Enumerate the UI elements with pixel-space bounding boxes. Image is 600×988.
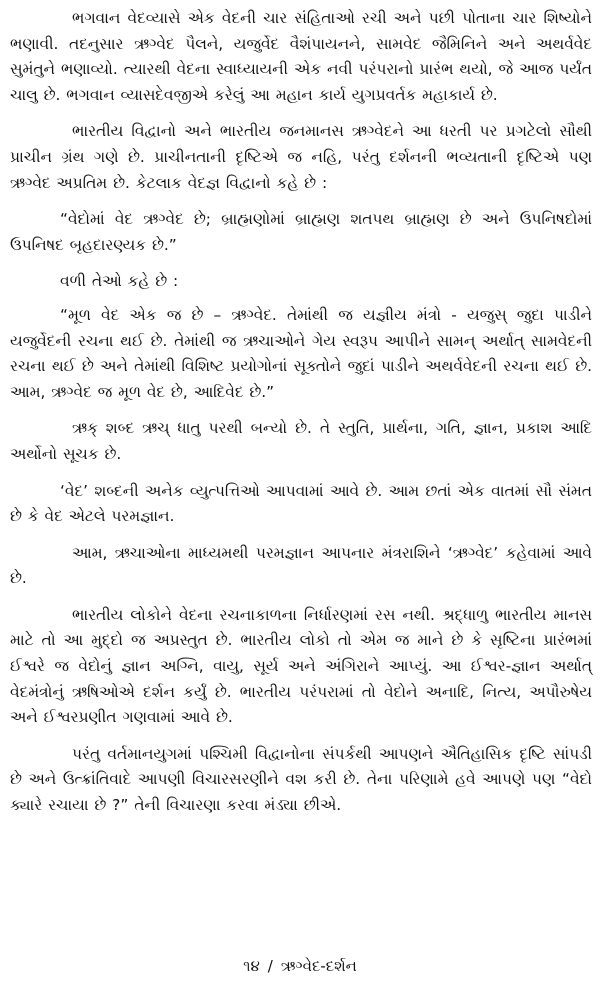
paragraph-veda-etymology: ‘વેદ’ શબ્દની અનેક વ્યુત્પત્તિઓ આપવામાં આવે છે. આમ છતાં એક વાતમાં સૌ સંમત છે કે વેદ એટલે પરમજ્ઞાન.	[10, 481, 592, 526]
paragraph-rik-word: ઋક્ શબ્દ ઋચ્ ધાતુ પરથી બન્યો છે. તે સ્તુતિ, પ્રાર્થના, ગતિ, જ્ઞાન, પ્રકાશ આદિ અર્થોનો સૂચક છે.	[10, 419, 592, 463]
footer-separator: /	[267, 957, 273, 975]
paragraph-modern-era: પરંતુ વર્તમાનયુગમાં પશ્ચિમી વિદ્વાનોના સંપર્કથી આપણને ઐતિહાસિક દૃષ્ટિ સાંપડી છે અને ઉત્ક્રાંતિવાદે આપણી વિચારસરણીને વશ કરી છે. તેના પરિણામે હવે આપણે પણ “વેદો ક્યારે રચાયા છે ?” તેની વિચારણા કરવા મંડ્યા છીએ.	[10, 744, 592, 815]
book-title: ઋગ્વેદ-દર્શન	[280, 957, 357, 975]
page-number: ૧૪	[243, 957, 260, 975]
paragraph-vyasa: ભગવાન વેદવ્યાસે એક વેદની ચાર સંહિતાઓ રચી અને પછી પોતાના ચાર શિષ્યોને ભણાવી. તદનુસાર ઋગ્વેદ પૈલને, યજુર્વેદ વૈશંપાયનને, સામવેદ જૈમિનિને અને અથર્વવેદ સુમંતુને ભણાવ્યો. ત્યારથી વેદના સ્વાધ્યાયની એક નવી પરંપરાનો પ્રારંભ થયો, જે આજ પર્યંત ચાલુ છે. ભગવાન વ્યાસદેવજીએ કરેલું આ મહાન કાર્ય યુગપ્રવર્તક મહાકાર્ય છે.	[10, 9, 592, 104]
page-footer	[0, 955, 600, 977]
quote-original-veda: “મૂળ વેદ એક જ છે – ઋગ્વેદ. તેમાંથી જ યજ્ઞીય મંત્રો - યજુસ્ જુદા પાડીને યજુર્વેદની રચના થઈ છે. તેમાંથી જ ઋચાઓને ગેય સ્વરૂપ આપીને સામન્ અર્થાત્ સામવેદની રચના થઈ છે અને તેમાંથી વિશિષ્ટ પ્રયોગોનાં સૂક્તોને જુદાં પાડીને અથર્વવેદની રચના થઈ છે. આમ, ઋગ્વેદ જ મૂળ વેદ છે, આદિવેદ છે.”	[10, 305, 592, 401]
paragraph-they-say: વળી તેઓ કહે છે :	[60, 272, 179, 291]
quote-vedas-among-vedas: “વેદોમાં વેદ ઋગ્વેદ છે; બ્રાહ્મણોમાં બ્રાહ્મણ શતપથ બ્રાહ્મણ છે અને ઉપનિષદોમાં ઉપનિષદ બૃહદારણ્યક છે.”	[10, 210, 592, 254]
paragraph-composition-period: ભારતીય લોકોને વેદના રચનાકાળના નિર્ધારણમાં રસ નથી. શ્રદ્ધાળુ ભારતીય માનસ માટે તો આ મુદ્દો જ અપ્રસ્તુત છે. ભારતીય લોકો તો એમ જ માને છે કે સૃષ્ટિના પ્રારંભમાં ઈશ્વરે જ વેદોનું જ્ઞાન અગ્નિ, વાયુ, સૂર્ય અને અંગિરાને આપ્યું. આ ઈશ્વર-જ્ઞાન અર્થાત્ વેદમંત્રોનું ઋષિઓએ દર્શન કર્યું છે. ભારતીય પરંપરામાં તો વેદોને અનાદિ, નિત્ય, અપૌરુષેય અને ઈશ્વરપ્રણીત ગણવામાં આવે છે.	[10, 605, 592, 727]
paragraph-indian-scholars: ભારતીય વિદ્વાનો અને ભારતીય જનમાનસ ઋગ્વેદને આ ધરતી પર પ્રગટેલો સૌથી પ્રાચીન ગ્રંથ ગણે છે. પ્રાચીનતાની દૃષ્ટિએ જ નહિ, પરંતુ દર્શનની ભવ્યતાની દૃષ્ટિએ પણ ઋગ્વેદ અપ્રતિમ છે. કેટલાક વેદજ્ઞ વિદ્વાનો કહે છે :	[10, 122, 592, 192]
paragraph-rigveda-definition: આમ, ઋચાઓના માધ્યમથી પરમજ્ઞાન આપનાર મંત્રરાશિને ‘ઋગ્વેદ’ કહેવામાં આવે છે.	[10, 543, 592, 588]
